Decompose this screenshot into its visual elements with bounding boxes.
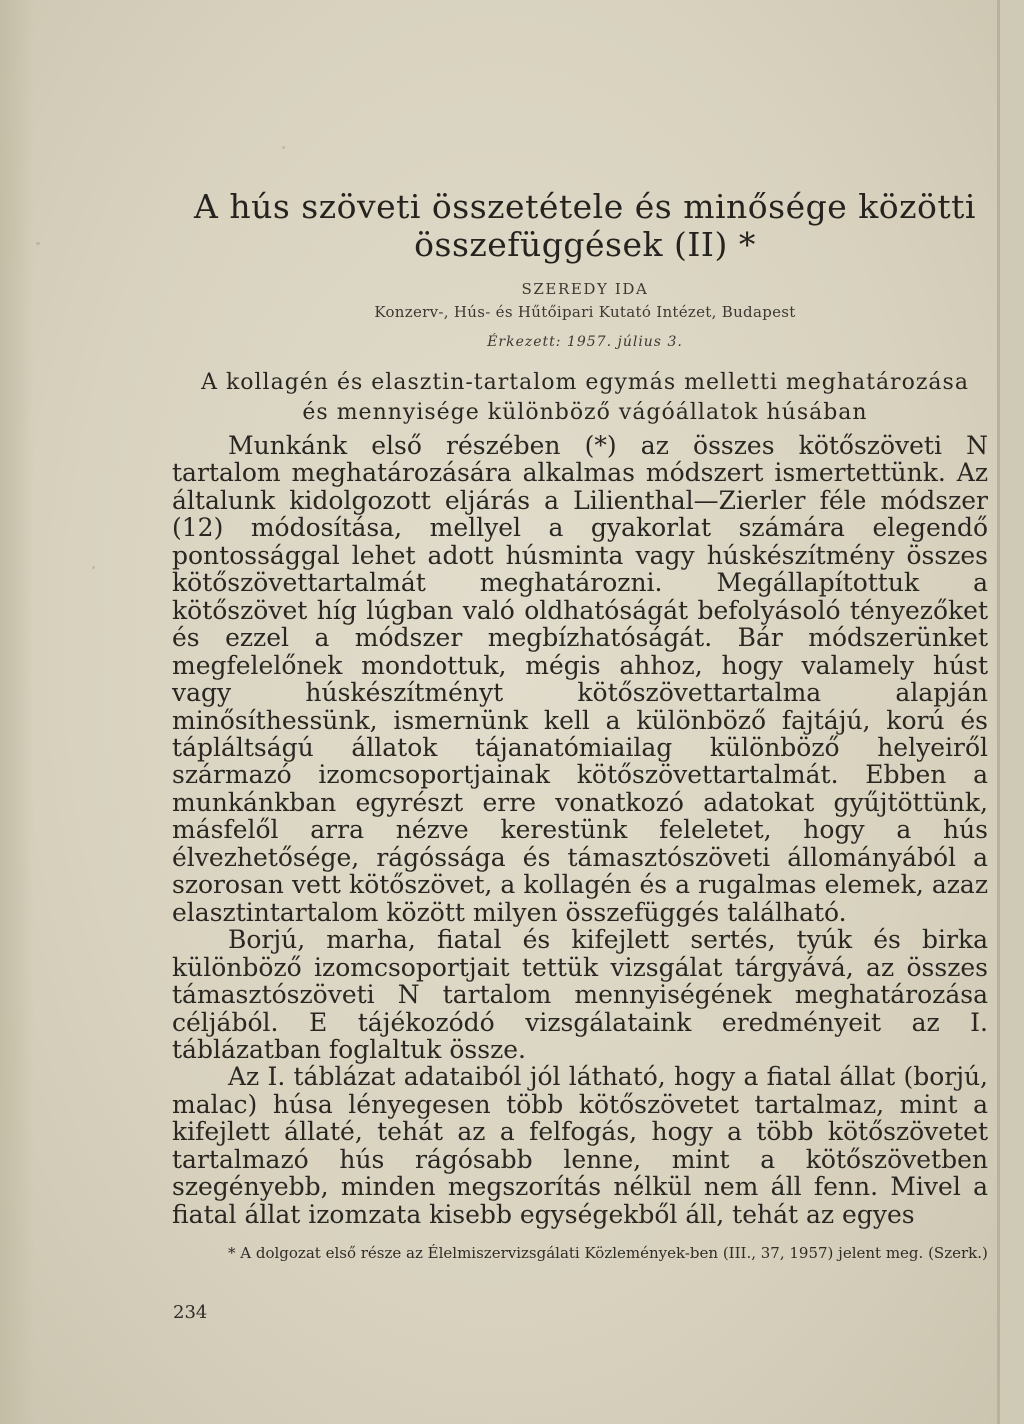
article-title: [172, 188, 998, 264]
footnote: * A dolgozat első része az Élelmiszervizsgálati Közlemények-ben (III., 37, 1957) jelent meg. (Szerk.): [228, 1244, 988, 1262]
author-affiliation: Konzerv-, Hús- és Hűtőipari Kutató Intézet, Budapest: [374, 303, 796, 321]
article-body: [172, 432, 988, 1228]
body-paragraph: Borjú, marha, fiatal és kifejlett sertés, tyúk és birka különböző izomcsoportjait tettük vizsgálat tárgyává, az összes támasztószöveti N tartalom mennyiségének meghatározása céljából. E tájékozódó vizsgálataink eredményeit az I. táblázatban foglaltuk össze.: [172, 925, 988, 1064]
article-title-line-2: összefüggések (II) *: [414, 225, 756, 264]
article-title-line-1: A hús szöveti összetétele és minősége közötti: [194, 187, 976, 226]
section-heading-line-2: és mennyisége különböző vágóállatok húsában: [302, 400, 868, 425]
paper-speck: [92, 566, 95, 569]
paper-speck: [36, 242, 40, 245]
author-name: SZEREDY IDA: [521, 280, 649, 298]
body-paragraph: Az I. táblázat adataiból jól látható, hogy a fiatal állat (borjú, malac) húsa lényegesen több kötőszövetet tartalmaz, mint a kifejlett állaté, tehát az a felfogás, hogy a több kötőszövetet tartalmazó hús rágósabb lenne, mint a kötőszövetben szegényebb, minden megszorítás nélkül nem áll fenn. Mivel a fiatal állat izomzata kisebb egységekből áll, tehát az egyes: [172, 1062, 988, 1229]
page-shadow: [0, 0, 34, 1424]
page-number: 234: [173, 1302, 208, 1323]
body-paragraph: Munkánk első részében (*) az összes kötőszöveti N tartalom meghatározására alkalmas módszert ismertettünk. Az általunk kidolgozott eljárás a Lilienthal—Zierler féle módszer (12) módosítása, mellyel a gyakorlat számára elegendő pontossággal lehet adott húsminta vagy húskészítmény összes kötőszövettartalmát meghatározni. Megállapítottuk a kötőszövet híg lúgban való oldhatóságát befolyásoló tényezőket és ezzel a módszer megbízhatóságát. Bár módszerünket megfelelőnek mondottuk, mégis ahhoz, hogy valamely húst vagy húskészítményt kötőszövettartalma alapján minősíthessünk, ismernünk kell a különböző fajtájú, korú és tápláltságú állatok tájanatómiailag különböző helyeiről származó izomcsoportjainak kötőszövettartalmát. Ebben a munkánkban egyrészt erre vonatkozó adatokat gyűjtöttünk, másfelől arra nézve kerestünk feleletet, hogy a hús élvezhetősége, rágóssága és támasztószöveti állományából a szorosan vett kötőszövet, a kollagén és a rugalmas elemek, azaz elasztintartalom között milyen összefüggés található.: [172, 431, 988, 927]
section-heading-line-1: A kollagén és elasztin-tartalom egymás melletti meghatározása: [201, 370, 969, 395]
section-heading: [172, 368, 998, 428]
received-date: Érkezett: 1957. július 3.: [487, 334, 683, 350]
paper-speck: [282, 146, 285, 149]
